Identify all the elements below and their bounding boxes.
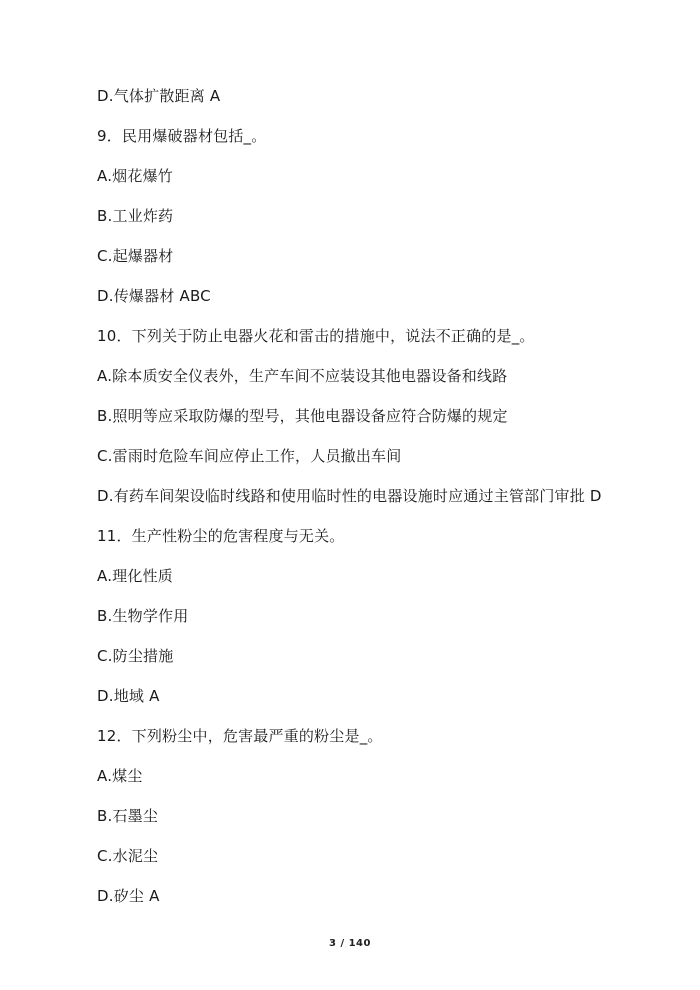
option-line: A.煤尘 [97, 767, 143, 785]
option-line: C.防尘措施 [97, 647, 174, 665]
option-line: A.除本质安全仪表外，生产车间不应装设其他电器设备和线路 [97, 367, 508, 385]
option-line: C.起爆器材 [97, 247, 174, 265]
question-line: 9．民用爆破器材包括_。 [97, 127, 267, 145]
question-line: 10．下列关于防止电器火花和雷击的措施中，说法不正确的是_。 [97, 327, 535, 345]
option-line: B.工业炸药 [97, 207, 174, 225]
option-line: D.地域 A [97, 687, 160, 705]
option-line: A.理化性质 [97, 567, 173, 585]
option-line: D.有药车间架设临时线路和使用临时性的电器设施时应通过主管部门审批 D [97, 487, 602, 505]
option-line: B.照明等应采取防爆的型号，其他电器设备应符合防爆的规定 [97, 407, 508, 425]
option-line: C.雷雨时危险车间应停止工作，人员撤出车间 [97, 447, 402, 465]
option-line: B.石墨尘 [97, 807, 159, 825]
option-line: B.生物学作用 [97, 607, 189, 625]
option-line: D.矽尘 A [97, 887, 160, 905]
option-line: A.烟花爆竹 [97, 167, 173, 185]
option-line: D.气体扩散距离 A [97, 87, 221, 105]
option-line: D.传爆器材 ABC [97, 287, 211, 305]
page-number: 3 / 140 [329, 938, 371, 949]
question-line: 12．下列粉尘中，危害最严重的粉尘是_。 [97, 727, 383, 745]
option-line: C.水泥尘 [97, 847, 159, 865]
question-list [97, 84, 677, 924]
question-line: 11．生产性粉尘的危害程度与无关。 [97, 527, 345, 545]
